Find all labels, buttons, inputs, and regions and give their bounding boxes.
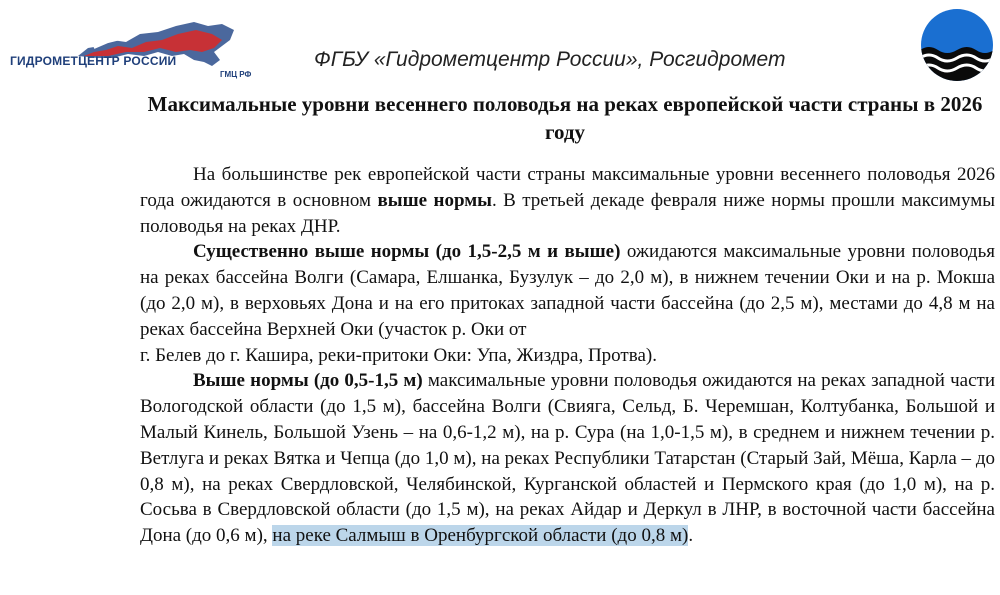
hydrometcenter-logo — [8, 12, 268, 82]
text: г. Белев до г. Кашира, реки-притоки Оки: Упа, Жиздра, Протва). — [140, 344, 657, 366]
organization-name: ФГБУ «Гидрометцентр России», Росгидромет — [314, 48, 786, 71]
roshydromet-logo — [920, 8, 994, 82]
bold-text: Существенно выше нормы (до 1,5-2,5 м и выше) — [193, 241, 621, 263]
paragraph-2 — [140, 239, 995, 342]
text: На большинстве рек европейской части страны максимальные уровни весеннего половодья 2026 года ожидаются в основном — [140, 164, 995, 211]
document-title: Максимальные уровни весеннего половодья на реках европейской части страны в 2026 году — [147, 92, 983, 144]
paragraph-2-cont — [140, 343, 995, 369]
logo-subtext: ГМЦ РФ — [220, 70, 252, 79]
bold-text: выше нормы — [377, 189, 492, 211]
text: . В третьей декаде февраля ниже нормы прошли максимумы половодья на реках ДНР. — [140, 189, 995, 237]
water-wave-icon — [920, 8, 994, 82]
text: ожидаются максимальные уровни половодья на реках бассейна Волги (Самара, Елшанка, Бузулук – до 2,0 м), в нижнем течении Оки и на р. Мокша (до 2,0 м), в верховьях Дона и на его притоках западной части бассейна (до 2,5 м), местами до 4,8 м на реках бассейна Верхней Оки (участок р. Оки от — [140, 241, 995, 340]
document-body — [140, 162, 995, 549]
text: максимальные уровни половодья ожидаются на реках западной части Вологодской области (до 1,5 м), бассейна Волги (Свияга, Сельд, Б. Черемшан, Колтубанка, Большой и Малый Кинель, Большой Узень – на 0,6-1,2 м), на р. Сура (на 1,0-1,5 м), в среднем и нижнем течении р. Ветлуга и реках Вятка и Чепца (до 1,0 м), на реках Республики Татарстан (Старый Зай, Мёша, Карла – до 0,8 м), на реках Свердловской, Челябинской, Курганской областей и Пермского края (до 1,0 м), на р. Сосьва в Свердловской области (до 1,5 м), на реках Айдар и Деркул в ЛНР, в восточной части бассейна Дона (до 0,6 м), — [140, 370, 995, 547]
text: . — [688, 525, 694, 547]
paragraph-1 — [140, 162, 995, 239]
logo-text: ГИДРОМЕТЦЕНТР РОССИИ — [10, 54, 177, 68]
paragraph-3 — [140, 368, 995, 549]
highlighted-text: на реке Салмыш в Оренбургской области (до 0,8 м) — [272, 525, 689, 547]
bold-text: Выше нормы (до 0,5-1,5 м) — [193, 370, 423, 392]
